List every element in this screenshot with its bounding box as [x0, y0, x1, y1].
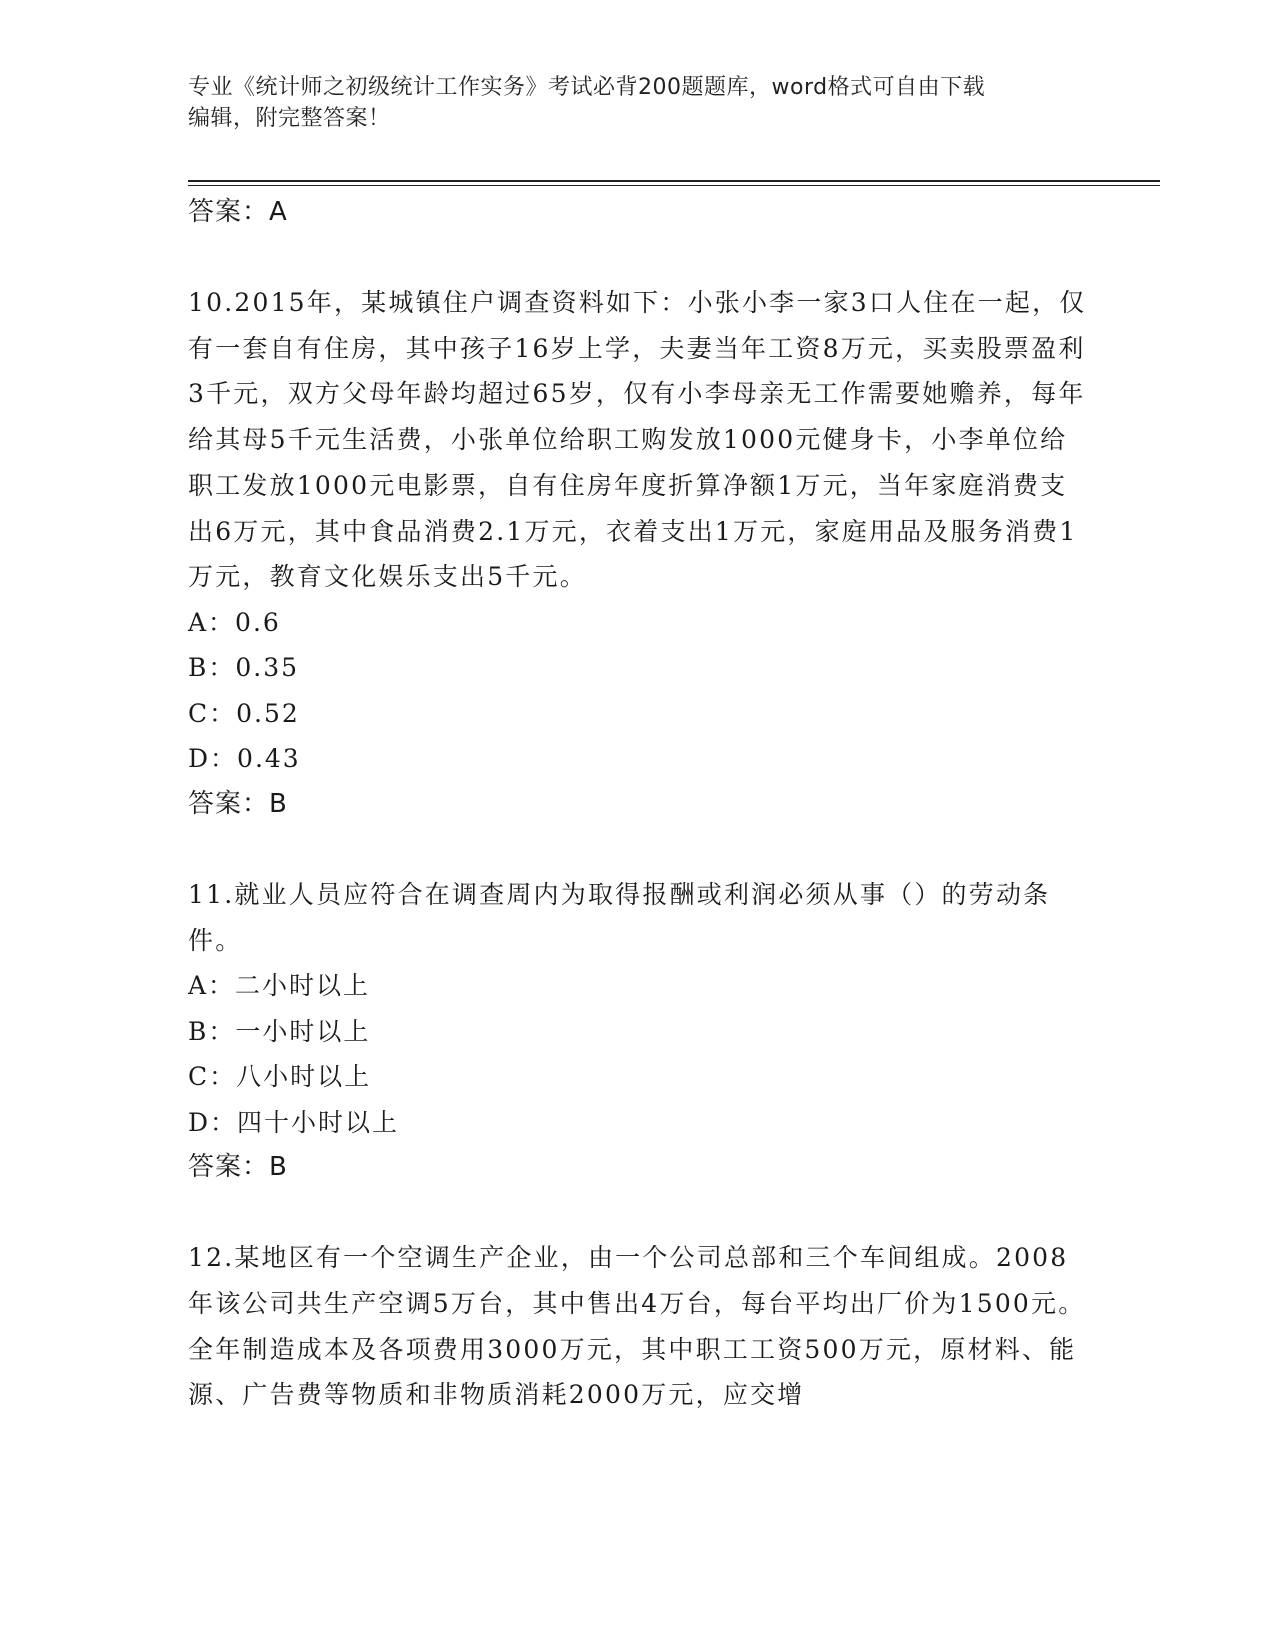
question-block-11: [188, 872, 1088, 1190]
header-line-2: 编辑，附完整答案！: [188, 106, 391, 131]
header-divider-thin: [188, 185, 1160, 186]
option-b: B：一小时以上: [188, 1016, 371, 1046]
document-body: [188, 190, 1088, 1418]
answer-line: 答案：B: [188, 788, 288, 819]
question-text: 10.2015年，某城镇住户调查资料如下：小张小李一家3口人住在一起，仅有一套自有住房，其中孩子16岁上学，夫妻当年工资8万元，买卖股票盈利3千元，双方父母年龄均超过65岁，仅有小李母亲无工作需要她赡养，每年给其母5千元生活费，小张单位给职工购发放1000元健身卡，小李单位给职工发放1000元电影票，自有住房年度折算净额1万元，当年家庭消费支出6万元，其中食品消费2.1万元，衣着支出1万元，家庭用品及服务消费1万元，教育文化娱乐支出5千元。: [188, 288, 1087, 592]
header-divider-thick: [188, 180, 1160, 182]
option-a: A：0.6: [188, 607, 281, 637]
option-d: D：0.43: [188, 744, 301, 774]
question-text: 11.就业人员应符合在调查周内为取得报酬或利润必须从事（）的劳动条件。: [188, 879, 1051, 955]
option-b: B：0.35: [188, 653, 300, 683]
option-d: D：四十小时以上: [188, 1107, 400, 1137]
document-header: [188, 72, 1088, 134]
question-block-12: [188, 1235, 1088, 1418]
answer-line: 答案：B: [188, 1152, 288, 1183]
option-c: C：八小时以上: [188, 1062, 372, 1092]
question-block-10: [188, 280, 1088, 827]
answer-line: 答案：A: [188, 197, 288, 227]
option-a: A：二小时以上: [188, 971, 371, 1001]
header-line-1: 专业《统计师之初级统计工作实务》考试必背200题题库，word格式可自由下载: [188, 75, 986, 100]
option-c: C：0.52: [188, 698, 300, 728]
question-text: 12.某地区有一个空调生产企业，由一个公司总部和三个车间组成。2008年该公司共生产空调5万台，其中售出4万台，每台平均出厂价为1500元。全年制造成本及各项费用3000万元，其中职工工资500万元，原材料、能源、广告费等物质和非物质消耗2000万元，应交增: [188, 1243, 1086, 1410]
